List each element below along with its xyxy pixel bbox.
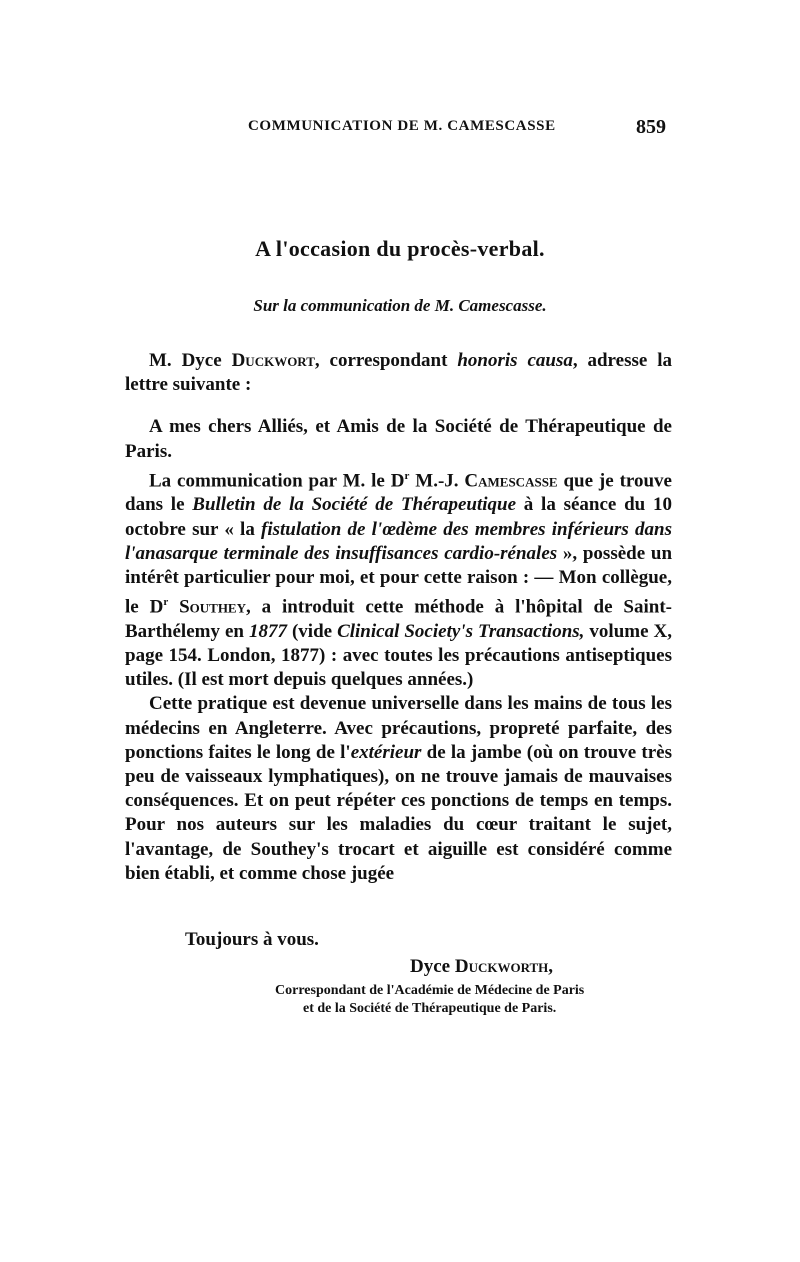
author-name: Duckwort — [231, 350, 315, 371]
person-name: Camescasse — [464, 470, 558, 492]
section-title: A l'occasion du procès-verbal. — [255, 236, 545, 261]
text-run: volume X, page 154. London, 1877) : avec toutes les précautions antiseptiques utiles. (Il est mort depuis quelques années.) — [125, 620, 672, 691]
text-run: , adresse la lettre suivante : — [125, 350, 672, 396]
text-run — [168, 596, 179, 617]
text-run: de la jambe (où on trouve très peu de vaisseaux lymphatiques), on ne trouve jamais de mauvaises conséquences. Et on peut répéter ces ponctions de temps en temps. Pour nos auteurs sur les maladies du cœur traitant le sujet, l'avantage, de Southey's trocart et aiguille est considéré comme bien établi, et comme chose jugée — [125, 741, 672, 884]
closing-line: Toujours à vous. — [185, 929, 319, 950]
text-run: , correspondant — [314, 350, 458, 371]
person-name: Southey — [179, 596, 246, 618]
text-run: (vide — [286, 620, 338, 642]
signatory-title-line-2: et de la Société de Thérapeutique de Paris. — [303, 1001, 557, 1016]
signatory-title-line-1: Correspondant de l'Académie de Médecine de Paris — [275, 983, 585, 998]
signature-name — [410, 956, 553, 978]
superscript: r — [404, 469, 410, 482]
intro-paragraph — [125, 349, 672, 397]
year: 1877 — [248, 620, 287, 642]
latin-phrase: honoris causa — [457, 350, 573, 371]
running-title: COMMUNICATION DE M. CAMESCASSE — [248, 118, 556, 134]
text-run: La communication par M. le D — [149, 470, 405, 492]
journal-title: Bulletin de la Société de Thérapeutique — [192, 494, 517, 516]
text-run: M. Dyce — [149, 350, 232, 371]
page-number: 859 — [636, 116, 666, 138]
text-run: Dyce — [410, 956, 455, 977]
letter-body — [125, 349, 672, 886]
text-run: que je trouve dans le — [125, 470, 672, 516]
practice-paragraph — [125, 692, 672, 886]
text-run: à la séance du 10 octobre sur « la — [125, 494, 672, 540]
journal-title: Clinical Society's Transactions, — [337, 620, 585, 642]
emphasis: extérieur — [350, 741, 422, 763]
section-subtitle: Sur la communication de M. Camescasse. — [253, 296, 547, 315]
salutation-paragraph: A mes chers Alliés, et Amis de la Société de Thérapeutique de Paris. — [125, 416, 672, 462]
text-run: , a introduit cette méthode à l'hôpital de Saint-Barthélemy en — [125, 596, 672, 642]
text-run: M.-J. — [409, 470, 465, 492]
text-run: Cette pratique est devenue universelle dans les mains de tous les médecins en Angleterre. Avec précautions, propreté parfaite, des ponctions faites le long de l' — [125, 693, 672, 763]
article-title: fistulation de l'œdème des membres inférieurs dans l'anasarque terminale des insuffisances cardio-rénales — [125, 518, 672, 564]
superscript: r — [163, 596, 169, 609]
text-run: », possède un intérêt particulier pour moi, et pour cette raison : — Mon collègue, le D — [125, 542, 673, 618]
page-header — [0, 116, 800, 140]
signatory-surname: Duckworth, — [454, 956, 554, 977]
communication-paragraph — [125, 464, 672, 692]
